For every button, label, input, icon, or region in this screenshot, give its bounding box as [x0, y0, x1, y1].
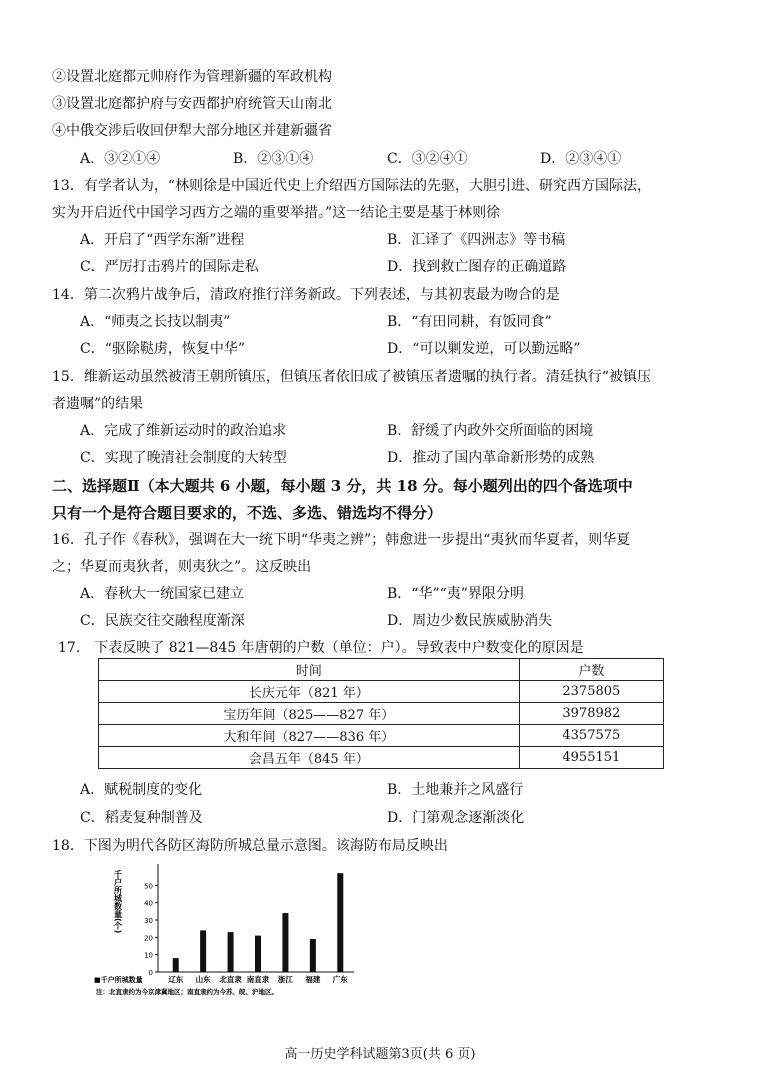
q13-option-b: B．汇译了《四洲志》等书稿 — [387, 232, 566, 248]
coastal-defense-bar-chart — [92, 860, 362, 1000]
q16-option-c: C．民族交往交融程度渐深 — [80, 613, 245, 629]
table-cell-time: 大和年间（827——836 年） — [99, 725, 520, 747]
q15-option-d: D．推动了国内革命新形势的成熟 — [387, 450, 595, 466]
q13-option-a: A．开启了“西学东渐”进程 — [80, 232, 245, 248]
table-row — [99, 747, 664, 769]
q12-item-3: ③设置北庭都护府与安西都护府统管天山南北 — [52, 96, 332, 112]
q14-option-c: C．“驱除鞑虏，恢复中华” — [80, 341, 246, 357]
table-cell-time: 会昌五年（845 年） — [99, 747, 520, 769]
y-tick-label: 10 — [144, 951, 153, 960]
bar-福建 — [310, 939, 316, 972]
q13-option-c: C．严厉打击鸦片的国际走私 — [80, 259, 259, 275]
table-row — [99, 725, 664, 747]
chart-legend: ■千户所城数量 — [94, 976, 143, 984]
q16-stem-line2: 之；华夏而夷狄者，则夷狄之”。这反映出 — [52, 559, 312, 575]
section-2-heading-line2: 只有一个是符合题目要求的，不选、多选、错选均不得分） — [52, 504, 443, 522]
q12-option-d: D．②③④① — [540, 151, 622, 167]
q15-stem-line1: 15．维新运动虽然被清王朝所镇压，但镇压者依旧成了被镇压者遗嘱的执行者。清廷执行“被镇压 — [52, 369, 651, 385]
y-tick-label: 0 — [148, 969, 153, 977]
x-tick-label: 辽东 — [168, 975, 184, 984]
page-footer: 高一历史学科试题第3页(共 6 页) — [284, 1047, 476, 1062]
y-tick-label: 20 — [144, 934, 153, 943]
bar-浙江 — [282, 913, 288, 972]
q13-stem-line2: 实为开启近代中国学习西方之端的重要举措。”这一结论主要是基于林则徐 — [52, 205, 501, 221]
bar-南直隶 — [255, 936, 261, 972]
table-cell-time: 宝历年间（825——827 年） — [99, 703, 520, 725]
q15-option-a: A．完成了维新运动时的政治追求 — [80, 423, 287, 439]
x-tick-label: 广东 — [332, 975, 348, 984]
q17-option-a: A．赋税制度的变化 — [80, 782, 203, 798]
q17-option-d: D．门第观念逐渐淡化 — [387, 810, 525, 826]
x-tick-label: 福建 — [305, 975, 321, 984]
q14-option-b: B．“有田同耕，有饭同食” — [387, 314, 552, 330]
q12-option-b: B．②③①④ — [233, 151, 314, 167]
bar-辽东 — [173, 958, 179, 972]
y-tick-label: 30 — [144, 917, 153, 925]
table-header-time: 时间 — [99, 659, 520, 681]
q15-stem-line2: 者遗嘱”的结果 — [52, 396, 144, 412]
q14-stem: 14．第二次鸦片战争后，清政府推行洋务新政。下列表述，与其初衷最为吻合的是 — [52, 287, 560, 303]
q16-option-d: D．周边少数民族威胁消失 — [387, 613, 553, 629]
q12-option-a: A．③②①④ — [80, 151, 161, 167]
y-tick-label: 50 — [144, 882, 153, 891]
table-header-row — [99, 659, 664, 681]
x-tick-label: 浙江 — [277, 975, 293, 984]
q18-stem: 18．下图为明代各防区海防所城总量示意图。该海防布局反映出 — [52, 838, 448, 854]
table-cell-count: 4357575 — [519, 725, 663, 747]
y-tick-label: 40 — [144, 899, 153, 908]
q12-option-c: C．③②④① — [387, 151, 468, 167]
q15-option-c: C．实现了晚清社会制度的大转型 — [80, 450, 287, 466]
table-cell-count: 2375805 — [519, 681, 663, 703]
q13-option-d: D．找到救亡图存的正确道路 — [387, 259, 567, 275]
q14-option-a: A．“师夷之长技以制夷” — [80, 314, 231, 330]
table-cell-count: 3978982 — [519, 703, 663, 725]
q17-stem: 17. 下表反映了 821—845 年唐朝的户数（单位：户）。导致表中户数变化的原因是 — [58, 640, 584, 656]
x-tick-label: 山东 — [195, 975, 211, 984]
q16-option-a: A．春秋大一统国家已建立 — [80, 586, 245, 602]
y-axis-label: 千户所城数量(个) — [113, 870, 123, 934]
q16-option-b: B．“华”“夷”界限分明 — [387, 586, 524, 602]
q15-option-b: B．舒缓了内政外交所面临的困境 — [387, 423, 594, 439]
table-cell-time: 长庆元年（821 年） — [99, 681, 520, 703]
bar-北直隶 — [228, 932, 234, 972]
x-tick-label: 北直隶 — [219, 975, 242, 984]
table-cell-count: 4955151 — [519, 747, 663, 769]
q13-stem-line1: 13．有学者认为，“林则徐是中国近代史上介绍西方国际法的先驱，大胆引进、研究西方国际法， — [52, 178, 651, 194]
table-row — [99, 703, 664, 725]
q14-option-d: D．“可以剿发逆，可以勤远略” — [387, 341, 581, 357]
q12-item-2: ②设置北庭都元帅府作为管理新疆的军政机构 — [52, 69, 332, 85]
x-tick-label: 南直隶 — [246, 975, 270, 984]
q16-stem-line1: 16．孔子作《春秋》，强调在大一统下明“华夷之辨”；韩愈进一步提出“夷狄而华夏者，则华夏 — [52, 532, 631, 548]
q12-item-4: ④中俄交涉后收回伊犁大部分地区并建新疆省 — [52, 123, 332, 139]
section-2-heading-line1: 二、选择题Ⅱ（本大题共 6 小题，每小题 3 分，共 18 分。每小题列出的四个备选项中 — [52, 477, 633, 495]
q17-option-b: B．土地兼并之风盛行 — [387, 782, 524, 798]
chart-note: 注：北直隶约为今京津冀地区；南直隶约为今苏、皖、沪地区。 — [96, 988, 278, 996]
q17-option-c: C．稻麦复种制普及 — [80, 810, 203, 826]
table-row — [99, 681, 664, 703]
table-header-count: 户数 — [519, 659, 663, 681]
household-table — [98, 658, 664, 769]
bar-山东 — [200, 930, 206, 972]
bar-广东 — [337, 873, 343, 972]
